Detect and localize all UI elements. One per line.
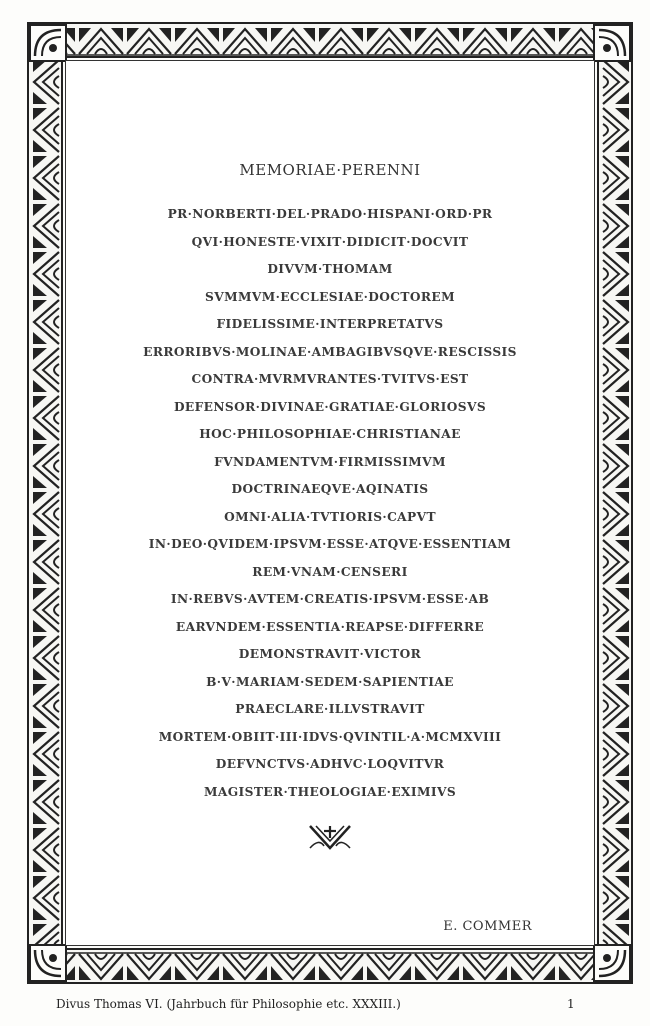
border-corner-top-left	[29, 24, 67, 62]
border-band-top	[29, 24, 631, 58]
inscription-line: SVMMVM·ECCLESIAE·DOCTOREM	[205, 289, 455, 304]
inscription-line: DEMONSTRAVIT·VICTOR	[238, 647, 422, 661]
inscription-line: REM·VNAM·CENSERI	[252, 564, 408, 579]
inscription-line: ERRORIBVS·MOLINAE·AMBAGIBVSQVE·RESCISSIS	[143, 344, 517, 359]
inscription-line: PRAECLARE·ILLVSTRAVIT	[235, 702, 425, 716]
border-corner-top-right	[593, 24, 631, 62]
border-band-left	[29, 58, 63, 948]
inscription-line: MAGISTER·THEOLOGIAE·EXIMIVS	[203, 784, 457, 799]
signature: E. COMMER	[443, 919, 532, 934]
inscription-line: HOC·PHILOSOPHIAE·CHRISTIANAE	[199, 427, 461, 441]
inscription-line: OMNI·ALIA·TVTIORIS·CAPVT	[224, 509, 436, 524]
page-number: 1	[567, 997, 575, 1011]
border-band-right	[597, 58, 631, 948]
inscription-line: PR·NORBERTI·DEL·PRADO·HISPANI·ORD·PR	[167, 207, 493, 221]
inscription-line: MORTEM·OBIIT·III·IDVS·QVINTIL·A·MCMXVIII	[158, 729, 502, 744]
inscription-lines	[66, 201, 594, 806]
footer-citation: Divus Thomas VI. (Jahrbuch für Philosophie etc. XXXIII.)	[56, 997, 401, 1011]
inscription-line: EARVNDEM·ESSENTIA·REAPSE·DIFFERRE	[175, 619, 485, 634]
inscription-line: FVNDAMENTVM·FIRMISSIMVM	[214, 454, 446, 469]
inscription-line: QVI·HONESTE·VIXIT·DIDICIT·DOCVIT	[191, 234, 469, 249]
inscription-panel	[65, 60, 595, 946]
inscription-line: DEFVNCTVS·ADHVC·LOQVITVR	[215, 757, 445, 771]
inscription-line: DOCTRINAEQVE·AQINATIS	[231, 482, 429, 496]
inscription-line: DIVVM·THOMAM	[267, 262, 393, 276]
border-corner-bottom-right	[593, 944, 631, 982]
inscription-line: IN·REBVS·AVTEM·CREATIS·IPSVM·ESSE·AB	[170, 592, 490, 606]
decorative-border	[27, 22, 633, 984]
border-band-bottom	[29, 948, 631, 982]
inscription-line: FIDELISSIME·INTERPRETATVS	[216, 317, 444, 331]
inscription-line: DEFENSOR·DIVINAE·GRATIAE·GLORIOSVS	[173, 399, 487, 414]
inscription-line: IN·DEO·QVIDEM·IPSVM·ESSE·ATQVE·ESSENTIAM	[148, 537, 512, 551]
ornament-icon	[308, 824, 352, 850]
inscription-heading: MEMORIAE·PERENNI	[239, 161, 421, 179]
inscription-line: CONTRA·MVRMVRANTES·TVITVS·EST	[191, 372, 469, 386]
border-corner-bottom-left	[29, 944, 67, 982]
inscription-block	[66, 161, 594, 850]
inscription-line: B·V·MARIAM·SEDEM·SAPIENTIAE	[206, 674, 454, 689]
